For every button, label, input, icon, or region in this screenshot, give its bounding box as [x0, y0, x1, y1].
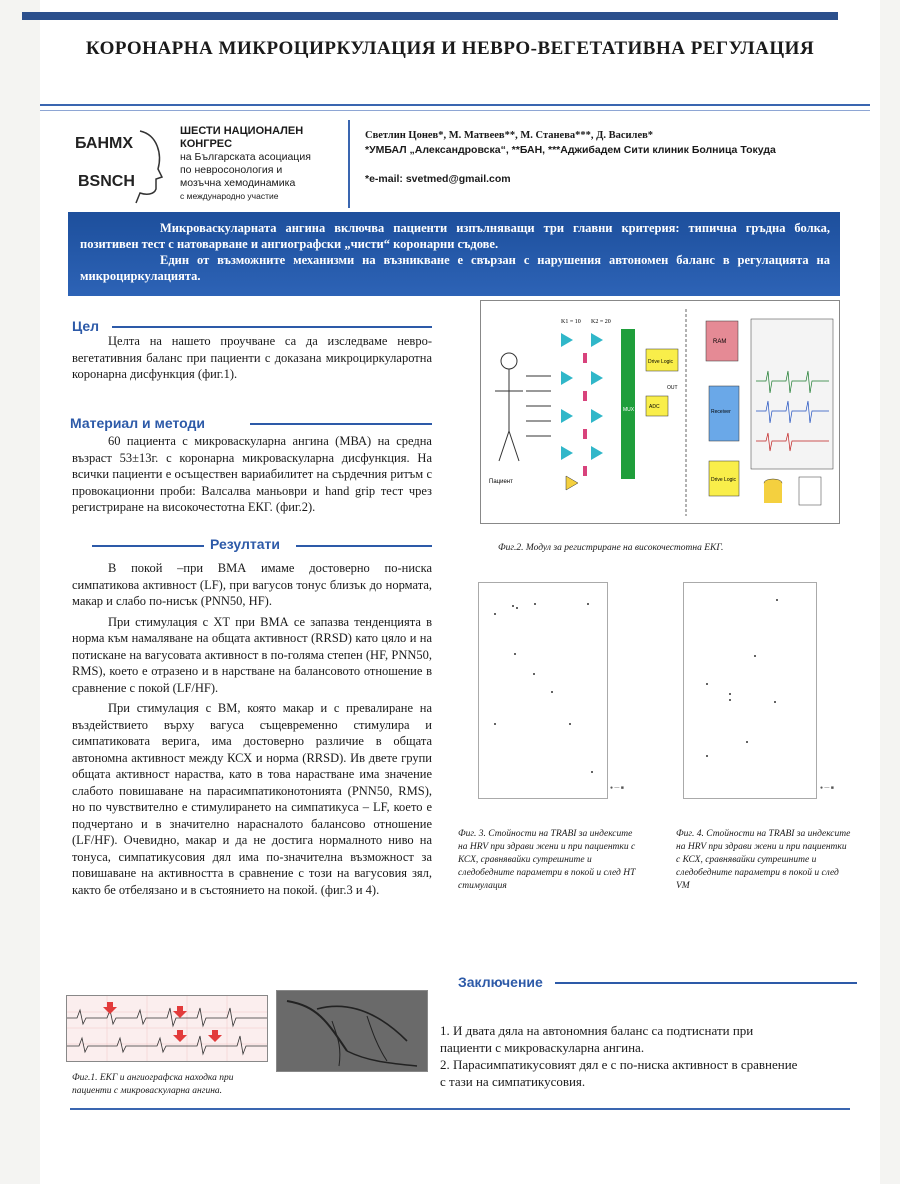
methods-text: 60 пациента с микроваскуларна ангина (МВА) на средна възраст 53±13г. с коронарна микроваскуларна дисфункция. На всички пациенти е осъществен вариабилитет на сърдечния ритъм с провокационни проби: Валсалва маньоври и hand grip тест чрез регистриране на високочестотна ЕКГ. (фиг.2).	[72, 434, 432, 514]
congress-info	[180, 125, 340, 203]
congress-line3: по невросонология и	[180, 164, 283, 176]
intro-paragraph-2: Един от възможните механизми на възникване е свързан с нарушения автономен баланс в регулацията на микроциркулацията.	[80, 253, 830, 283]
angiography-vessels	[277, 991, 427, 1071]
head-profile-icon	[70, 125, 165, 205]
conclusion-heading: Заключение	[458, 974, 543, 990]
methods-text-block	[72, 433, 432, 520]
congress-line1: ШЕСТИ НАЦИОНАЛЕН КОНГРЕС	[180, 125, 304, 150]
fig2-caption: Фиг.2. Модул за регистриране на високочестотна ЕКГ.	[498, 543, 724, 553]
conclusion-block	[440, 1022, 800, 1090]
header-separator	[348, 120, 350, 208]
fig1-caption: Фиг.1. ЕКГ и ангиографска находка при пациенти с микроваскуларна ангина.	[72, 1073, 234, 1096]
conclusion-item-2: 2. Парасимпатикусовият дял е с по-ниска активност в сравнение с тази на симпатикусовия.	[440, 1057, 798, 1089]
congress-line4: мозъчна хемодинамика	[180, 177, 296, 189]
logo-top-text: БАНМХ	[75, 135, 133, 152]
fig4-scatter-plot	[683, 582, 817, 799]
fig2-module-diagram	[480, 300, 840, 524]
fig2-ram-label: RAM	[713, 339, 727, 345]
author-email: *e-mail: svetmed@gmail.com	[365, 173, 511, 185]
fig2-receiver-label: Receiver	[711, 409, 731, 415]
fig4-legend: ● — ■	[820, 785, 834, 791]
fig3-caption: Фиг. 3. Стойности на TRABI за индексите на HRV при здрави жени и при пациентки с КСХ, сравнявайки сутрешните и следобедните параметри в покой и след НТ стимулация	[458, 829, 636, 891]
fig2-out-label: OUT	[667, 385, 678, 391]
fig1-ecg-image	[66, 995, 268, 1062]
aim-text-block	[72, 333, 432, 387]
congress-line5: с международно участие	[180, 191, 279, 201]
fig2-k2-label: K2 = 20	[591, 319, 611, 325]
fig2-k1-label: K1 = 10	[561, 319, 581, 325]
results-paragraph-1: В покой –при ВМА имаме достоверно по-ниска симпатикова активност (LF), при вагусов тонус близък до нормата, макар и слабо по-нисък (PNN50, HF).	[72, 561, 432, 608]
intro-banner	[68, 212, 840, 296]
fig2-adc-label: ADC	[649, 404, 660, 410]
fig2-drive-logic2-label: Drive Logic	[711, 477, 737, 483]
methods-heading: Материал и методи	[70, 415, 205, 431]
fig2-drive-logic-label: Drive Logic	[648, 359, 674, 365]
fig4-caption: Фиг. 4. Стойности на TRABI за индексите на HRV при здрави жени и при пациентки с КСХ, сравнявайки сутрешните и следобедните параметри в покой и след VM	[676, 829, 851, 891]
congress-logo	[70, 125, 165, 205]
fig3-scatter-plot	[478, 582, 608, 799]
congress-line2: на Българската асоциация	[180, 151, 311, 163]
results-heading-line-left	[92, 545, 204, 547]
poster-title: КОРОНАРНА МИКРОЦИРКУЛАЦИЯ И НЕВРО-ВЕГЕТАТИВНА РЕГУЛАЦИЯ	[85, 38, 815, 59]
author-affiliations: *УМБАЛ „Александровска“, **БАН, ***Аджибадем Сити клиник Болница Токуда	[365, 144, 776, 156]
ecg-trace	[67, 996, 267, 1061]
aim-heading: Цел	[72, 318, 100, 334]
results-heading: Резултати	[210, 536, 280, 552]
author-names: Светлин Цонев*, М. Матвеев**, М. Станева***, Д. Василев*	[365, 130, 654, 141]
methods-heading-line	[250, 423, 432, 425]
intro-paragraph-1: Микроваскуларната ангина включва пациенти изпълняващи три главни критерия: типична гръдна болка, позитивен тест с натоварване и ангиографски „чисти“ коронарни съдове.	[80, 221, 830, 251]
header-rule	[40, 104, 870, 106]
aim-text: Целта на нашето проучване са да изследваме невро-вегетативния баланс при пациенти с доказана микроциркуларотна коронарна дисфункция (фиг.1).	[72, 334, 432, 381]
fig2-mux-label: MUX 8:1	[623, 407, 643, 413]
top-bar	[22, 12, 838, 20]
results-text-block	[72, 560, 432, 902]
aim-heading-line	[112, 326, 432, 328]
results-paragraph-3: При стимулация с ВМ, която макар и с превалиране на въздействието върху вагуса същевременно стимулира и симпатиковата верига, има достоверно различие в общата автономна активност между КСХ и норма (RRSD). Ив двете групи общата активност нараства, като в това нарастване има значение слабото повишаване на парасимпатиконотонията (PNN50, RMS), но по чувствително е стимулирането на симпатикуса – LF, което е подчертано и в значително нарасналото балансово отношение (LF/HF). Очевидно, макар и да не достига нормалното ниво на тонуса, симпатикусовия дял има по-значителна възможност за повишаване на активността в сравнение с този на вагусовия зял, както бе отбелязано и в състоянието на покой. (фиг.3 и 4).	[72, 701, 432, 897]
footer-rule	[70, 1108, 850, 1110]
conclusion-heading-line	[555, 982, 857, 984]
fig3-legend: ● — ■	[610, 785, 624, 791]
fig1-angiography-image	[276, 990, 428, 1072]
results-paragraph-2: При стимулация с ХТ при ВМА се запазва тенденцията в норма към намаляване на общата активност (RRSD) като цяло и на потискане на вагусовата активност в по-голяма степен (HF, PNN50, RMS), което е отразено и в нарстване на балансовото отношение в сравнение с покой (LF/HF).	[72, 614, 432, 695]
logo-bottom-text: BSNCH	[78, 173, 135, 190]
authors-block	[365, 128, 825, 187]
module-schematic	[481, 301, 839, 523]
header-rule-thin	[40, 110, 870, 111]
conclusion-item-1: 1. И двата дяла на автономния баланс са подтиснати при пациенти с микроваскуларна ангина.	[440, 1023, 754, 1055]
results-heading-line-right	[296, 545, 432, 547]
fig2-patient-label: Пациент	[489, 479, 513, 485]
